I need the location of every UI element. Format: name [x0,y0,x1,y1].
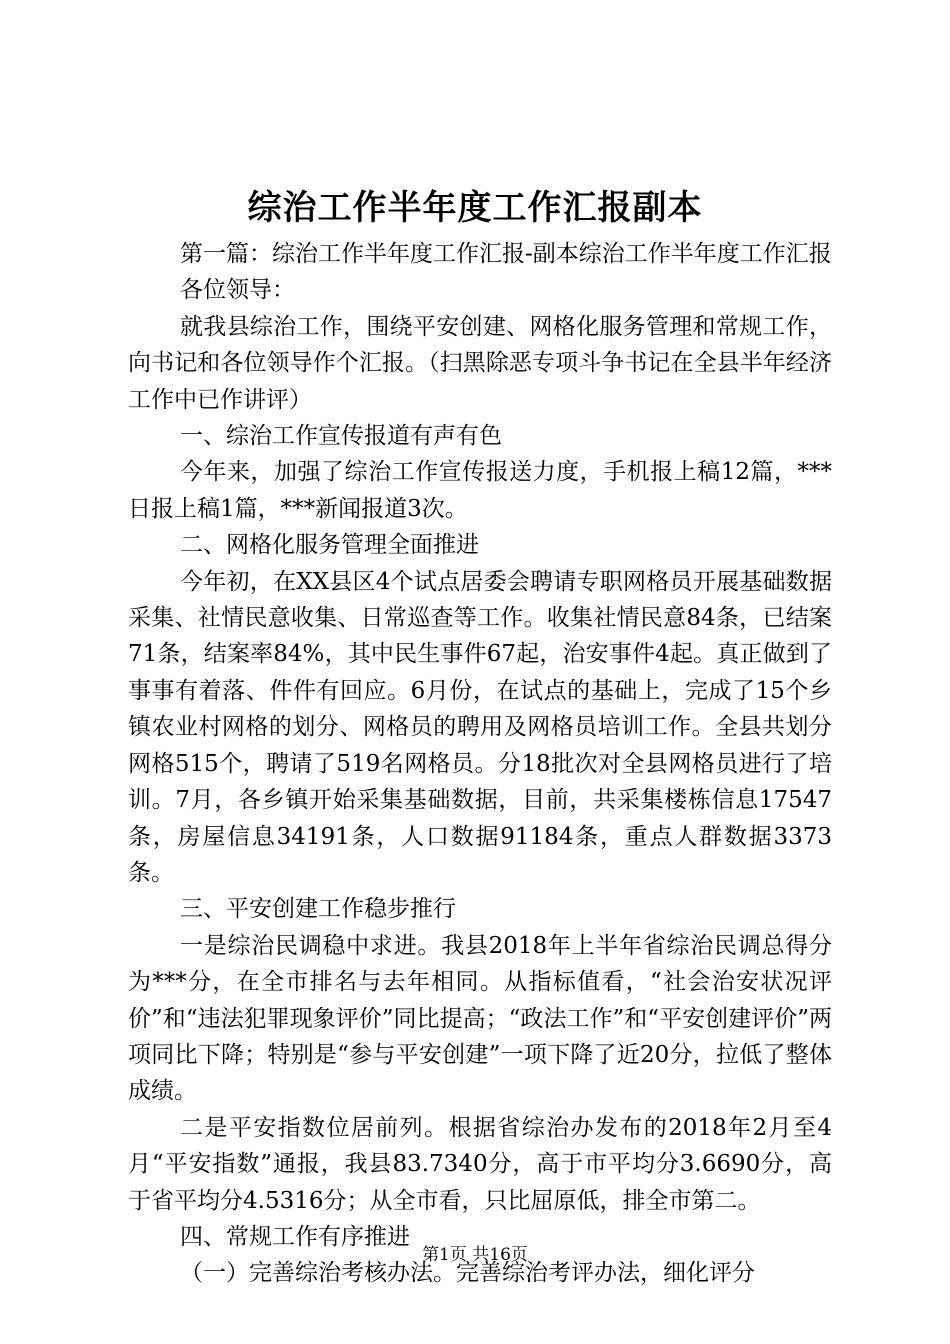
paragraph-assessment: （一）完善综治考核办法。完善综治考评办法，细化评分 [180,1260,755,1287]
section-heading-4: 四、常规工作有序推进 [180,1223,410,1250]
document-body [128,236,832,1292]
paragraph-publicity: 今年来，加强了综治工作宣传报送力度，手机报上稿12篇，***日报上稿1篇，***新闻报道3次。 [128,459,832,522]
paragraph-survey: 一是综治民调稳中求进。我县2018年上半年省综治民调总得分为***分，在全市排名与去年相同。从指标值看，“社会治安状况评价”和“违法犯罪现象评价”同比提高；“政法工作”和“平安创建评价”两项同比下降；特别是“参与平安创建”一项下降了近20分，拉低了整体成绩。 [128,932,832,1105]
document-title: 综治工作半年度工作汇报副本 [247,188,703,228]
paragraph-safety-index: 二是平安指数位居前列。根据省综治办发布的2018年2月至4月“平安指数”通报，我县83.7340分，高于市平均分3.6690分，高于省平均分4.5316分；从全市看，只比屈原低，排全市第二。 [128,1114,832,1214]
page-number-footer: 第1页 共16页 [422,1245,528,1265]
paragraph-grid-management: 今年初，在XX县区4个试点居委会聘请专职网格员开展基础数据采集、社情民意收集、日常巡查等工作。收集社情民意84条，已结案71条，结案率84%，其中民生事件67起，治安事件4起。真正做到了事事有着落、件件有回应。6月份，在试点的基础上，完成了15个乡镇农业村网格的划分、网格员的聘用及网格员培训工作。全县共划分网格515个，聘请了519名网格员。分18批次对全县网格员进行了培训。7月，各乡镇开始采集基础数据，目前，共采集楼栋信息17547条，房屋信息34191条，人口数据91184条，重点人群数据3373条。 [128,568,832,886]
paragraph-salutation: 各位领导： [180,277,295,304]
section-heading-2: 二、网格化服务管理全面推进 [180,532,479,559]
section-heading-1: 一、综治工作宣传报道有声有色 [180,423,502,450]
paragraph-intro: 就我县综治工作，围绕平安创建、网格化服务管理和常规工作，向书记和各位领导作个汇报。（扫黑除恶专项斗争书记在全县半年经济工作中已作讲评） [128,313,832,413]
paragraph-heading-first: 第一篇：综治工作半年度工作汇报-副本综治工作半年度工作汇报 [180,241,832,267]
section-heading-3: 三、平安创建工作稳步推行 [180,896,456,923]
